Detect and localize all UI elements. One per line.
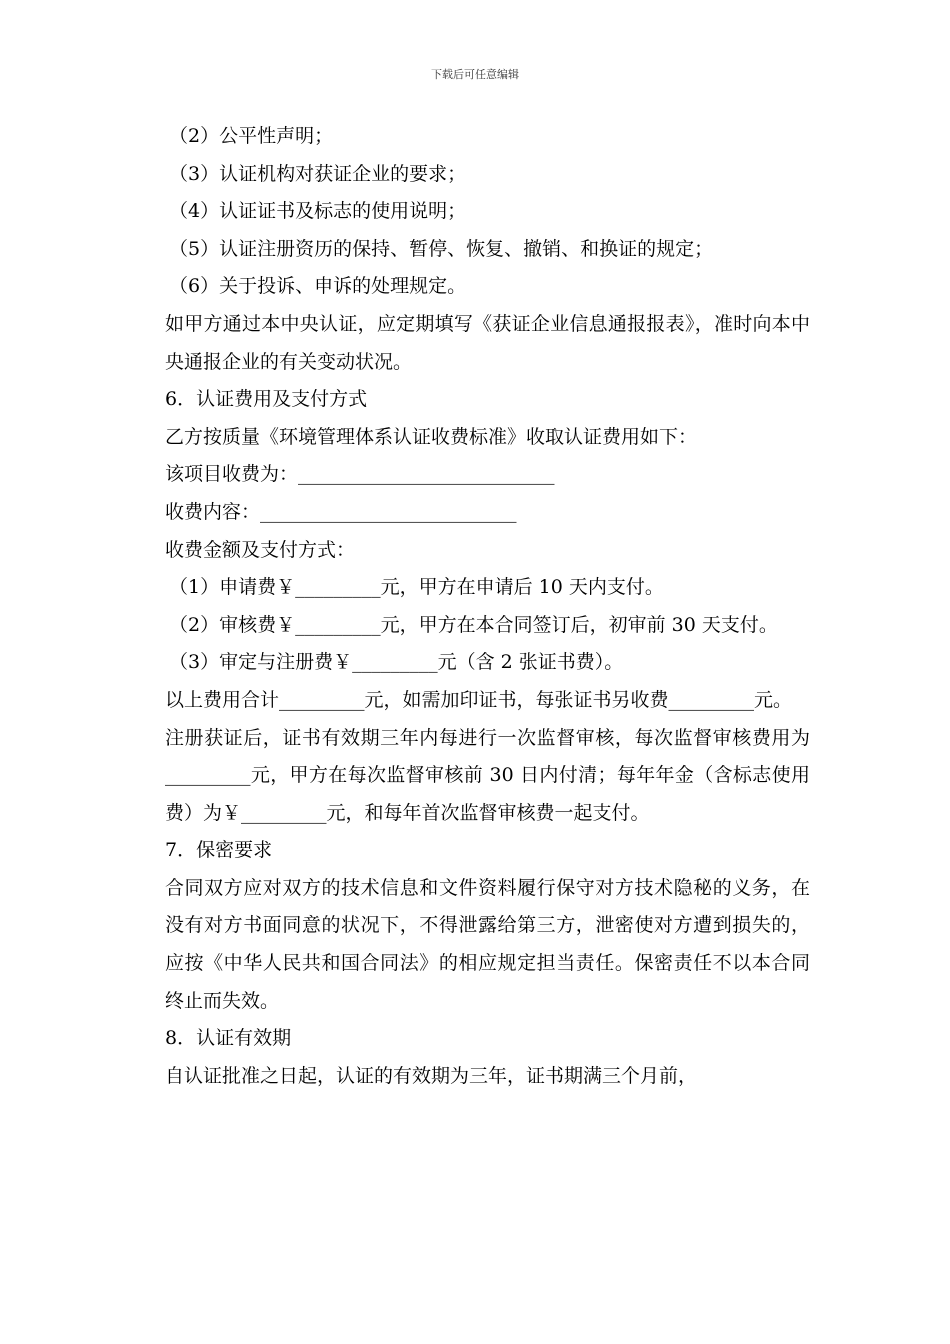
section-6-intro: 乙方按质量《环境管理体系认证收费标准》收取认证费用如下：	[165, 425, 698, 448]
document-body	[145, 118, 810, 1095]
page-header: 下载后可任意编辑	[431, 68, 519, 81]
section-8-title: 8．认证有效期	[165, 1027, 292, 1050]
list-item-5: （5）认证注册资历的保持、暂停、恢复、撤销、和换证的规定；	[169, 237, 714, 260]
report-paragraph: 如甲方通过本中央认证，应定期填写《获证企业信息通报报表》，准时向本中央通报企业的有关变动状况。	[165, 312, 810, 373]
section-7-title: 7．保密要求	[165, 839, 273, 862]
fee-registration: （3）审定与注册费￥_________元（含 2 张证书费）。	[169, 651, 624, 674]
list-item-6: （6）关于投诉、申诉的处理规定。	[169, 275, 467, 298]
list-item-2: （2）公平性声明；	[169, 125, 334, 147]
fee-content-line: 收费内容：___________________________	[165, 500, 517, 523]
section-7-body: 合同双方应对双方的技术信息和文件资料履行保守对方技术隐秘的义务，在没有对方书面同意的状况下，不得泄露给第三方，泄密使对方遭到损失的，应按《中华人民共和国合同法》的相应规定担当责任。保密责任不以本合同终止而失效。	[165, 876, 810, 1012]
fee-application: （1）申请费￥_________元，甲方在申请后 10 天内支付。	[169, 576, 664, 599]
fee-total: 以上费用合计_________元，如需加印证书，每张证书另收费_________元。	[165, 688, 793, 711]
list-item-3: （3）认证机构对获证企业的要求；	[169, 162, 467, 185]
fee-item-line: 该项目收费为：___________________________	[165, 463, 555, 486]
list-item-4: （4）认证证书及标志的使用说明；	[169, 200, 467, 223]
section-6-title: 6．认证费用及支付方式	[165, 388, 368, 411]
fee-audit: （2）审核费￥_________元，甲方在本合同签订后，初审前 30 天支付。	[169, 613, 778, 636]
fee-method-line: 收费金额及支付方式：	[165, 538, 356, 561]
section-8-body: 自认证批准之日起，认证的有效期为三年，证书期满三个月前，	[165, 1064, 698, 1087]
supervision-paragraph: 注册获证后，证书有效期三年内每进行一次监督审核，每次监督审核费用为_________元，甲方在每次监督审核前 30 日内付清；每年年金（含标志使用费）为￥_________元，和每年首次监督审核费一起支付。	[165, 726, 810, 824]
